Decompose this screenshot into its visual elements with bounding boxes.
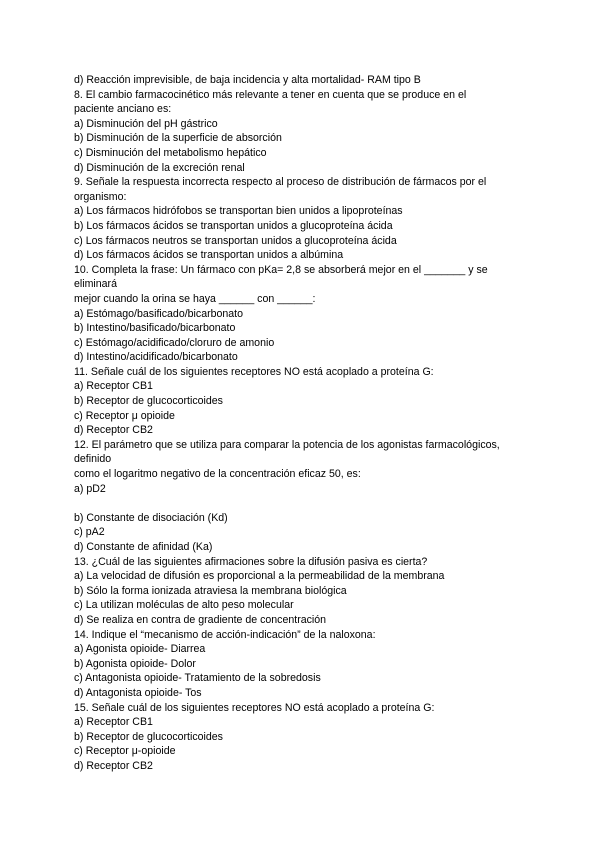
answer-option: c) Receptor μ opioide (74, 409, 175, 422)
question-15-line: 15. Señale cuál de los siguientes receptores NO está acoplado a proteína G: (74, 701, 435, 714)
question-10-line-1: 10. Completa la frase: Un fármaco con pKa= 2,8 se absorberá mejor en el _______ y se (74, 263, 488, 276)
answer-option: a) La velocidad de difusión es proporcional a la permeabilidad de la membrana (74, 570, 445, 583)
answer-option: d) Se realiza en contra de gradiente de concentración (74, 613, 327, 626)
blank-line (74, 496, 534, 511)
question-9-line-1: 9. Señale la respuesta incorrecta respecto al proceso de distribución de fármacos por el (74, 176, 487, 189)
question-8-line-2: paciente anciano es: (74, 103, 172, 116)
answer-option: b) Sólo la forma ionizada atraviesa la membrana biológica (74, 584, 347, 597)
question-9-line-2: organismo: (74, 190, 127, 203)
question-12-line-2: definido (74, 453, 112, 466)
answer-option: a) Agonista opioide- Diarrea (74, 643, 206, 656)
answer-option: b) Intestino/basificado/bicarbonato (74, 322, 236, 335)
answer-option: d) Intestino/acidificado/bicarbonato (74, 351, 238, 364)
answer-option: b) Disminución de la superficie de absorción (74, 132, 282, 145)
question-12-line-3: como el logaritmo negativo de la concentración eficaz 50, es: (74, 468, 361, 481)
question-8-line-1: 8. El cambio farmacocinético más relevante a tener en cuenta que se produce en el (74, 88, 467, 101)
answer-option: c) Estómago/acidificado/cloruro de amonio (74, 336, 275, 349)
question-12-line-1: 12. El parámetro que se utiliza para comparar la potencia de los agonistas farmacológicos, (74, 438, 500, 451)
answer-option: b) Los fármacos ácidos se transportan unidos a glucoproteína ácida (74, 219, 393, 232)
answer-option: a) Estómago/basificado/bicarbonato (74, 307, 244, 320)
answer-option: a) pD2 (74, 482, 106, 495)
answer-option: d) Receptor CB2 (74, 759, 153, 772)
answer-option: c) Disminución del metabolismo hepático (74, 146, 267, 159)
question-11-line: 11. Señale cuál de los siguientes receptores NO está acoplado a proteína G: (74, 365, 434, 378)
answer-option: d) Disminución de la excreción renal (74, 161, 245, 174)
answer-option: b) Constante de disociación (Kd) (74, 511, 228, 524)
answer-option: d) Receptor CB2 (74, 424, 153, 437)
answer-option: c) Receptor μ-opioide (74, 745, 176, 758)
answer-option: c) pA2 (74, 526, 105, 539)
answer-option: b) Receptor de glucocorticoides (74, 730, 223, 743)
text-line: d) Reacción imprevisible, de baja incidencia y alta mortalidad- RAM tipo B (74, 74, 421, 86)
question-14-line: 14. Indique el “mecanismo de acción-indicación” de la naloxona: (74, 628, 376, 641)
answer-option: a) Disminución del pH gástrico (74, 117, 218, 130)
answer-option: a) Receptor CB1 (74, 716, 153, 729)
answer-option: d) Constante de afinidad (Ka) (74, 541, 213, 553)
question-13-line: 13. ¿Cuál de las siguientes afirmaciones sobre la difusión pasiva es cierta? (74, 555, 428, 568)
answer-option: a) Receptor CB1 (74, 380, 153, 393)
answer-option: d) Los fármacos ácidos se transportan unidos a albúmina (74, 249, 344, 262)
answer-option: c) Antagonista opioide- Tratamiento de la sobredosis (74, 672, 321, 685)
answer-option: b) Receptor de glucocorticoides (74, 395, 223, 408)
answer-option: b) Agonista opioide- Dolor (74, 657, 196, 670)
answer-option: c) Los fármacos neutros se transportan unidos a glucoproteína ácida (74, 234, 397, 247)
answer-option: c) La utilizan moléculas de alto peso molecular (74, 599, 294, 612)
answer-option: d) Antagonista opioide- Tos (74, 686, 202, 699)
question-10-line-3: mejor cuando la orina se haya ______ con ______: (74, 292, 316, 305)
answer-option: a) Los fármacos hidrófobos se transportan bien unidos a lipoproteínas (74, 205, 403, 218)
question-10-line-2: eliminará (74, 278, 117, 291)
document-page (74, 73, 534, 774)
